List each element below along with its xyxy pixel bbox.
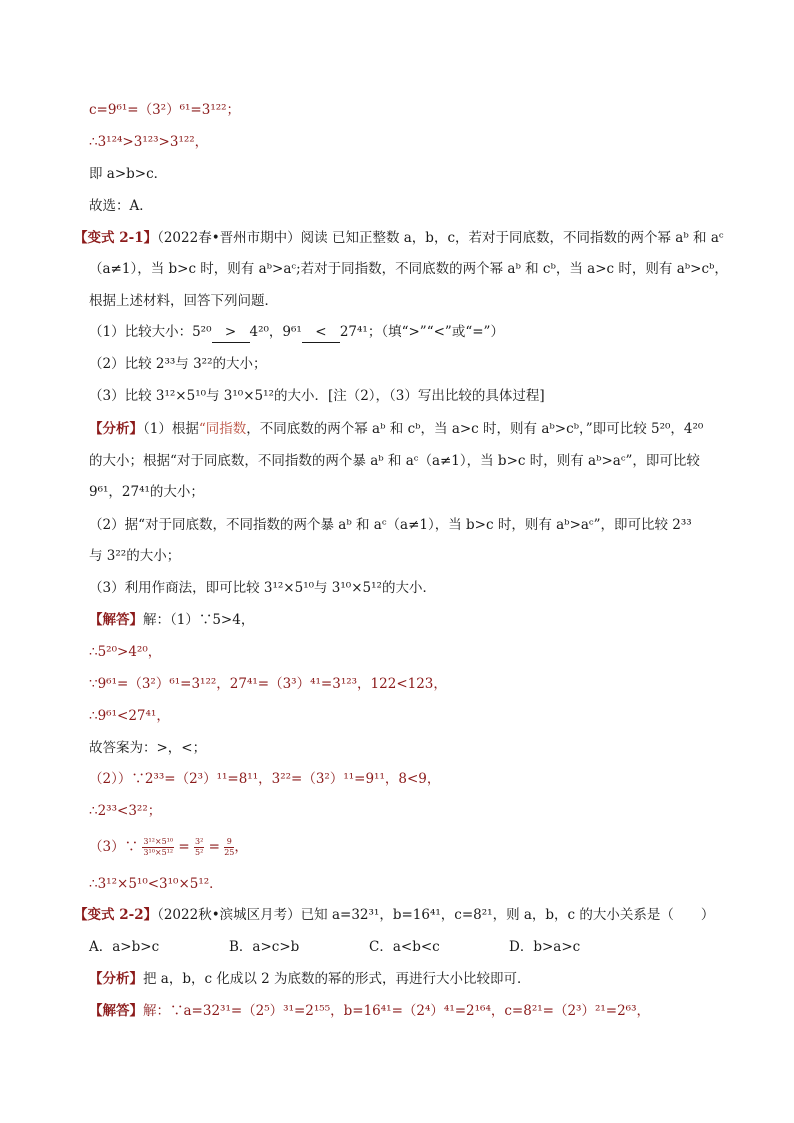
solution-text: （3）∵ <box>89 839 139 855</box>
denominator: 3¹⁰×5¹² <box>143 848 174 857</box>
solution-line: （2））∵2³³=（2³）¹¹=8¹¹，3²²=（3²）¹¹=9¹¹，8<9， <box>89 771 441 787</box>
analysis-line <box>89 969 531 989</box>
analysis-tag: 【分析】 <box>89 971 143 987</box>
options-row <box>89 937 649 957</box>
problem-source: （2022秋•滨城区月考） <box>157 907 301 923</box>
solution-line: ∵9⁶¹=（3²）⁶¹=3¹²²，27⁴¹=（3³）⁴¹=3¹²³，122<123， <box>89 676 447 692</box>
solution-line: ∴9⁶¹<27⁴¹， <box>89 708 170 724</box>
solution-line <box>89 1001 650 1021</box>
numerator: 9 <box>224 837 234 848</box>
problem-stem-line: 根据上述材料，回答下列问题． <box>89 293 278 309</box>
option-d: D．b>a>c <box>509 939 581 955</box>
text-line: 故选：A． <box>89 198 153 214</box>
problem-stem: 已知 a=32³¹，b=16⁴¹，c=8²¹，则 a，b，c 的大小关系是（ ） <box>300 907 715 923</box>
denominator: 5² <box>195 848 204 857</box>
solution-line: ∴5²⁰>4²⁰， <box>89 644 162 660</box>
problem-tag: 【变式 2-2】 <box>74 907 158 923</box>
analysis-line: 与 3²²的大小； <box>89 548 181 564</box>
solution-text: 解：（1）∵5>4， <box>143 612 255 628</box>
text-line: 即 a>b>c． <box>89 166 168 182</box>
question-1 <box>89 322 504 343</box>
problem-stem-line: （a≠1），当 b>c 时，则有 aᵇ>aᶜ;若对于同指数，不同底数的两个幂 aᵇ 和 cᵇ，当 a>c 时，则有 aᵇ>cᵇ， <box>89 261 728 277</box>
problem-source: （2022春•晋州市期中） <box>157 230 301 246</box>
problem-heading <box>74 228 724 248</box>
answer-tag: 【解答】 <box>89 1003 143 1019</box>
problem-stem: 阅读 已知正整数 a，b，c，若对于同底数，不同指数的两个幂 aᵇ 和 aᶜ <box>300 230 724 246</box>
analysis-text: （1）根据 <box>143 421 199 437</box>
analysis-line: （3）利用作商法，即可比较 3¹²×5¹⁰与 3¹⁰×5¹²的大小． <box>89 580 436 596</box>
highlight-text: “同指数 <box>198 421 247 437</box>
option-b: B．a>c>b <box>229 939 300 955</box>
analysis-text: 把 a，b，c 化成以 2 为底数的幂的形式，再进行大小比较即可． <box>143 971 531 987</box>
text-line: c=9⁶¹=（3²）⁶¹=3¹²²； <box>89 102 241 118</box>
answer-blank: < <box>302 322 340 343</box>
analysis-tag: 【分析】 <box>89 421 143 437</box>
answer-tag: 【解答】 <box>89 612 143 628</box>
denominator: 25 <box>224 848 235 857</box>
answer-blank: > <box>212 322 250 343</box>
analysis-line <box>89 419 703 439</box>
fraction <box>194 837 204 858</box>
solution-line: 故答案为：>，<； <box>89 740 207 756</box>
numerator: 3² <box>195 837 204 846</box>
solution-line: ∴2³³<3²²； <box>89 803 162 819</box>
option-a: A．a>b>c <box>89 939 160 955</box>
problem-tag: 【变式 2-1】 <box>74 230 158 246</box>
text-line: ∴3¹²⁴>3¹²³>3¹²²， <box>89 134 209 150</box>
option-c: C．a<b<c <box>369 939 440 955</box>
numerator: 3¹²×5¹⁰ <box>143 837 174 846</box>
fraction <box>224 837 234 858</box>
solution-fraction-line: （3）∵ $\frac{\text{3¹²×5¹⁰}}{\text{3¹⁰×5¹²}}$ = $\frac{\text{3²}}{\text{5²}}$ = $\frac{9}{25}$ ， <box>89 837 248 857</box>
analysis-line: （2）据“对于同底数，不同指数的两个暴 aᵇ 和 aᶜ（a≠1），当 b>c 时，则有 aᵇ>aᶜ”，即可比较 2³³ <box>89 517 692 533</box>
analysis-line: 的大小；根据“对于同底数，不同指数的两个暴 aᵇ 和 aᶜ（a≠1），当 b>c 时，则有 aᵇ>aᶜ”，即可比较 <box>89 453 700 469</box>
question-2: （2）比较 2³³与 3²²的大小； <box>89 356 267 372</box>
question-text: 4²⁰，9⁶¹ <box>249 324 302 340</box>
question-text: 27⁴¹；（填“>”“<”或“=”） <box>339 324 504 340</box>
fraction <box>142 837 174 858</box>
problem-heading <box>74 905 714 925</box>
solution-text: 解：∵a=32³¹=（2⁵）³¹=2¹⁵⁵，b=16⁴¹=（2⁴）⁴¹=2¹⁶⁴，c=8²¹=（2³）²¹=2⁶³， <box>143 1003 651 1019</box>
analysis-line: 9⁶¹，27⁴¹的大小； <box>89 484 204 500</box>
question-text: （1）比较大小：5²⁰ <box>89 324 212 340</box>
question-3: （3）比较 3¹²×5¹⁰与 3¹⁰×5¹²的大小．[注（2），（3）写出比较的具体过程] <box>89 388 545 404</box>
solution-line: ∴3¹²×5¹⁰<3¹⁰×5¹²． <box>89 876 223 892</box>
analysis-text: ，不同底数的两个幂 aᵇ 和 cᵇ，当 a>c 时，则有 aᵇ>cᵇ，”即可比较 5²⁰，4²⁰ <box>246 421 704 437</box>
solution-line <box>89 610 254 630</box>
